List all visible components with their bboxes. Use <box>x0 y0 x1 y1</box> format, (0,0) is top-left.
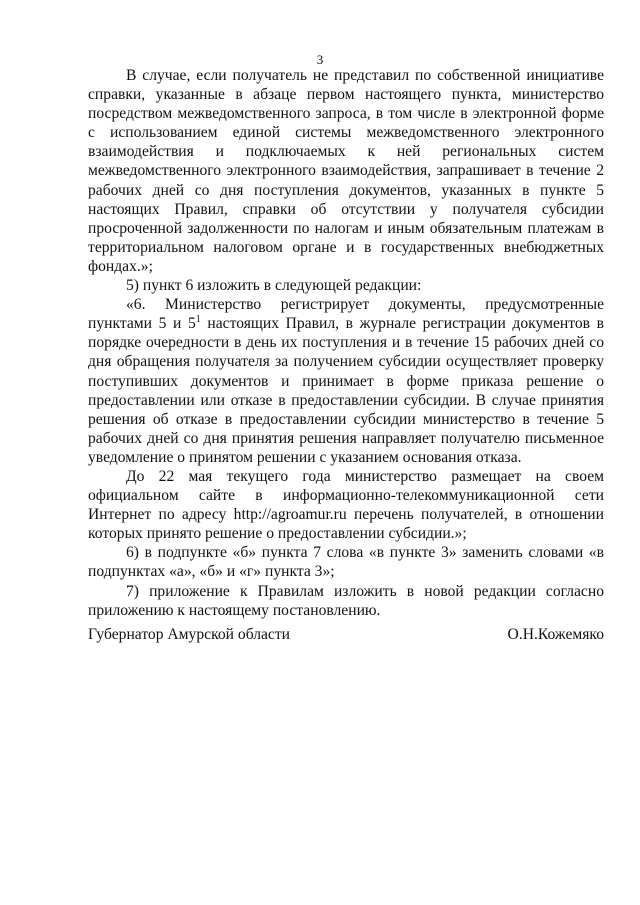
paragraph-item-5-intro: 5) пункт 6 изложить в следующей редакции: <box>126 277 422 295</box>
signatory-title: Губернатор Амурской области <box>88 626 291 643</box>
signatory-name: О.Н.Кожемяко <box>507 626 604 643</box>
paragraph-publication-deadline: До 22 мая текущего года министерство размещает на своем официальном сайте в информационно-телекоммуникационной сети Интернет по адресу http://agroamur.ru перечень получателей, в отношении которых принято решение о предоставлении субсидии.»; <box>88 467 604 543</box>
paragraph-item-6-amendment: 6) в подпункте «б» пункта 7 слова «в пункте 3» заменить словами «в подпунктах «а», «б» и «г» пункта 3»; <box>88 544 604 581</box>
paragraph-item-6-text <box>88 295 604 467</box>
paragraph-item-6-start: «6. Министерство регистрирует документы, предусмотренные пунктами 5 и 5 <box>88 296 604 333</box>
page-number: 3 <box>316 52 324 67</box>
paragraph-interagency-request: В случае, если получатель не представил по собственной инициативе справки, указанные в абзаце первом настоящего пункта, министерство посредством межведомственного запроса, в том числе в электронной форме с использованием единой системы межведомственного электронного взаимодействия и подключаемых к ней региональных систем межведомственного электронного взаимодействия, запрашивает в течение 2 рабочих дней со дня поступления документов, указанных в пункте 5 настоящих Правил, справки об отсутствии у получателя субсидии просроченной задолженности по налогам и иным обязательным платежам в территориальном налоговом органе и в государственных внебюджетных фондах.»; <box>88 67 604 275</box>
paragraph-item-6-rest: настоящих Правил, в журнале регистрации документов в порядке очередности в день их поступления и в течение 15 рабочих дней со дня обращения получателя за получением субсидии осуществляет проверку поступивших документов и принимает в форме приказа решение о предоставлении или отказе в предоставлении субсидии. В случае принятия решения об отказе в предоставлении субсидии министерство в течение 5 рабочих дней со дня принятия решения направляет получателю письменное уведомление о принятом решении с указанием основания отказа. <box>88 315 604 466</box>
paragraph-item-7-amendment: 7) приложение к Правилам изложить в новой редакции согласно приложению к настоящему постановлению. <box>88 582 604 619</box>
superscript-index: 1 <box>195 314 201 326</box>
document-body <box>88 66 604 620</box>
